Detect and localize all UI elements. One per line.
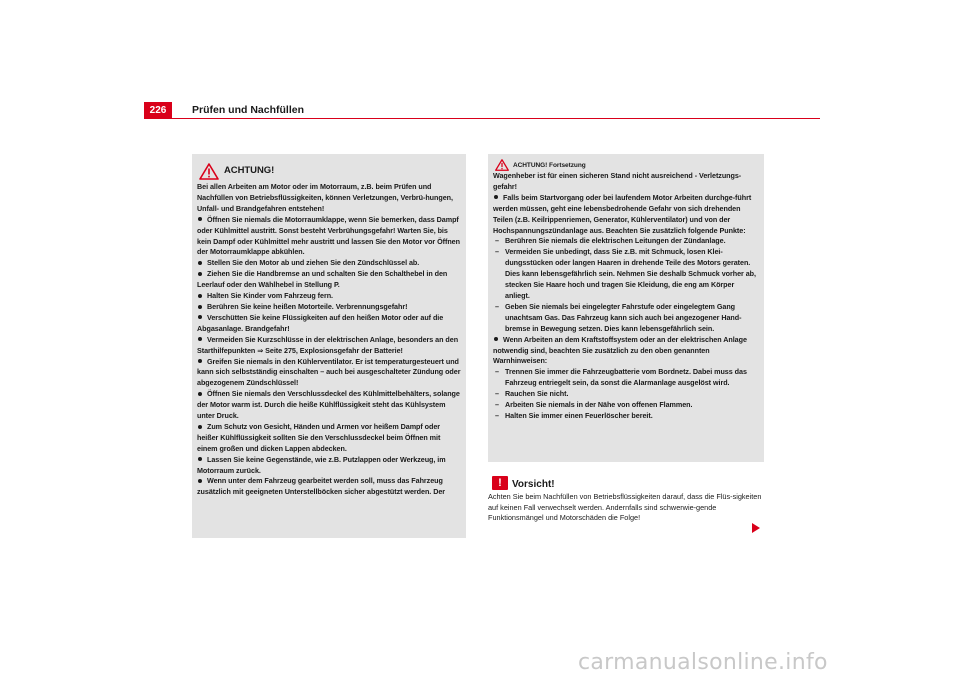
page-reference-arrow: ⇒ [257, 345, 264, 355]
warning-intro: Wagenheber ist für einen sicheren Stand nicht ausreichend - Verletzungs-gefahr! [493, 171, 742, 191]
warning-header [197, 158, 462, 182]
bullet-item: Zum Schutz von Gesicht, Händen und Armen vor heißem Dampf oder heißer Kühlflüssigkeit sollten Sie den Verschlussdeckel beim Öffnen mit einem großen und dicken Lappen abdecken. [197, 421, 441, 453]
warning-title: ACHTUNG! Fortsetzung [513, 162, 586, 169]
bullet-item: Öffnen Sie niemals die Motorraumklappe, wenn Sie bemerken, dass Dampf oder Kühlmittel austritt. Sonst besteht Verbrühungsgefahr! Warten Sie, bis kein Dampf oder Kühlmittel mehr austritt und lassen Sie den Motor vor Öffnen der Motorraumklappe abkühlen. [197, 214, 460, 257]
bullet-item: Öffnen Sie niemals den Verschlussdeckel des Kühlmittelbehälters, solange der Motor warm ist. Durch die heiße Kühlflüssigkeit steht das Kühlsystem unter Druck. [197, 389, 460, 421]
bullet-item: Berühren Sie keine heißen Motorteile. Verbrennungsgefahr! [197, 302, 462, 313]
page-number: 226 [144, 102, 172, 119]
warning-triangle-icon [199, 163, 219, 180]
header-rule [172, 118, 820, 119]
dash-item: – Halten Sie immer einen Feuerlöscher bereit. [495, 410, 653, 420]
dash-item: – Vermeiden Sie unbedingt, dass Sie z.B. mit Schmuck, losen Klei-dungsstücken oder langen Haaren in drehende Teile des Motors geraten. Dies kann lebensgefährlich sein. Nehmen Sie deshalb Schmuck vorher ab, stecken Sie Haare hoch und tragen Sie Kleidung, die eng am Körper anliegt. [495, 247, 756, 300]
page-reference-link[interactable]: Seite 275, Explosionsgefahr der Batterie! [263, 345, 403, 355]
bullet-item: Verschütten Sie keine Flüssigkeiten auf den heißen Motor oder auf die Abgasanlage. Brandgefahr! [197, 312, 444, 333]
caution-title: Vorsicht! [512, 479, 555, 490]
continue-arrow-icon [752, 523, 760, 533]
exclamation-icon: ! [492, 476, 508, 490]
bullet-item: Wenn Arbeiten an dem Kraftstoffsystem oder an der elektrischen Anlage notwendig sind, beachten Sie zusätzlich zu den oben genannten Warnhinweisen: [493, 334, 747, 366]
dash-item: – Arbeiten Sie niemals in der Nähe von offenen Flammen. [495, 400, 693, 410]
bullet-item: Greifen Sie niemals in den Kühlerventilator. Er ist temperaturgesteuert und kann sich selbstständig einschalten – auch bei ausgeschalteter Zündung oder abgezogenem Zündschlüssel! [197, 356, 461, 388]
bullet-item: Ziehen Sie die Handbremse an und schalten Sie den Schalthebel in den Leerlauf oder den Wählhebel in Stellung P. [197, 269, 448, 290]
watermark: carmanualsonline.info [578, 650, 828, 675]
warning-box-left [192, 154, 466, 538]
bullet-item: Lassen Sie keine Gegenstände, wie z.B. Putzlappen oder Werkzeug, im Motorraum zurück. [197, 454, 446, 475]
dash-item: – Trennen Sie immer die Fahrzeugbatterie vom Bordnetz. Dabei muss das Fahrzeug entriegelt sein, da sonst die Alarmanlage ausgelöst wird. [495, 367, 747, 388]
warning-header [493, 157, 760, 171]
bullet-item: Halten Sie Kinder vom Fahrzeug fern. [197, 291, 462, 302]
bullet-item: Wenn unter dem Fahrzeug gearbeitet werden soll, muss das Fahrzeug zusätzlich mit geeigneten Unterstellböcken sicher abgestützt werden. Der [197, 476, 446, 497]
bullet-item: Falls beim Startvorgang oder bei laufendem Motor Arbeiten durchge-führt werden müssen, geht eine lebensbedrohende Gefahr von sich drehenden Teilen (z.B. Keilrippenriemen, Generator, Kühlerventilator) und von der Hochspannungszündanlage aus. Beachten Sie zusätzlich folgende Punkte: [493, 192, 752, 235]
caution-text: Achten Sie beim Nachfüllen von Betriebsflüssigkeiten darauf, dass die Flüs-sigkeiten auf keinen Fall verwechselt werden. Andernfalls sind schwerwie-gende Funktionsmängel und Motorschäden die Folge! [488, 492, 762, 523]
dash-item: – Geben Sie niemals bei eingelegter Fahrstufe oder eingelegtem Gang unachtsam Gas. Das Fahrzeug kann sich auch bei angezogener Hand-bremse in Bewegung setzen. Dies kann lebensgefährlich sein. [495, 301, 742, 333]
page-title: Prüfen und Nachfüllen [192, 104, 305, 116]
bullet-item: Vermeiden Sie Kurzschlüsse in der elektrischen Anlage, besonders an den Starthilfepunkten ⇒ Seite 275, Explosionsgefahr der Batterie! [197, 334, 459, 355]
warning-box-right [488, 154, 764, 462]
warning-title: ACHTUNG! [224, 165, 275, 176]
warning-triangle-icon [495, 159, 509, 171]
dash-item: – Berühren Sie niemals die elektrischen Leitungen der Zündanlage. [495, 236, 726, 246]
warning-intro: Bei allen Arbeiten am Motor oder im Motorraum, z.B. beim Prüfen und Nachfüllen von Betriebsflüssigkeiten, können Verletzungen, Verbrü-hungen, Unfall- und Brandgefahren entstehen! [197, 182, 453, 213]
bullet-item: Stellen Sie den Motor ab und ziehen Sie den Zündschlüssel ab. [197, 258, 462, 269]
dash-item: – Rauchen Sie nicht. [495, 389, 569, 399]
